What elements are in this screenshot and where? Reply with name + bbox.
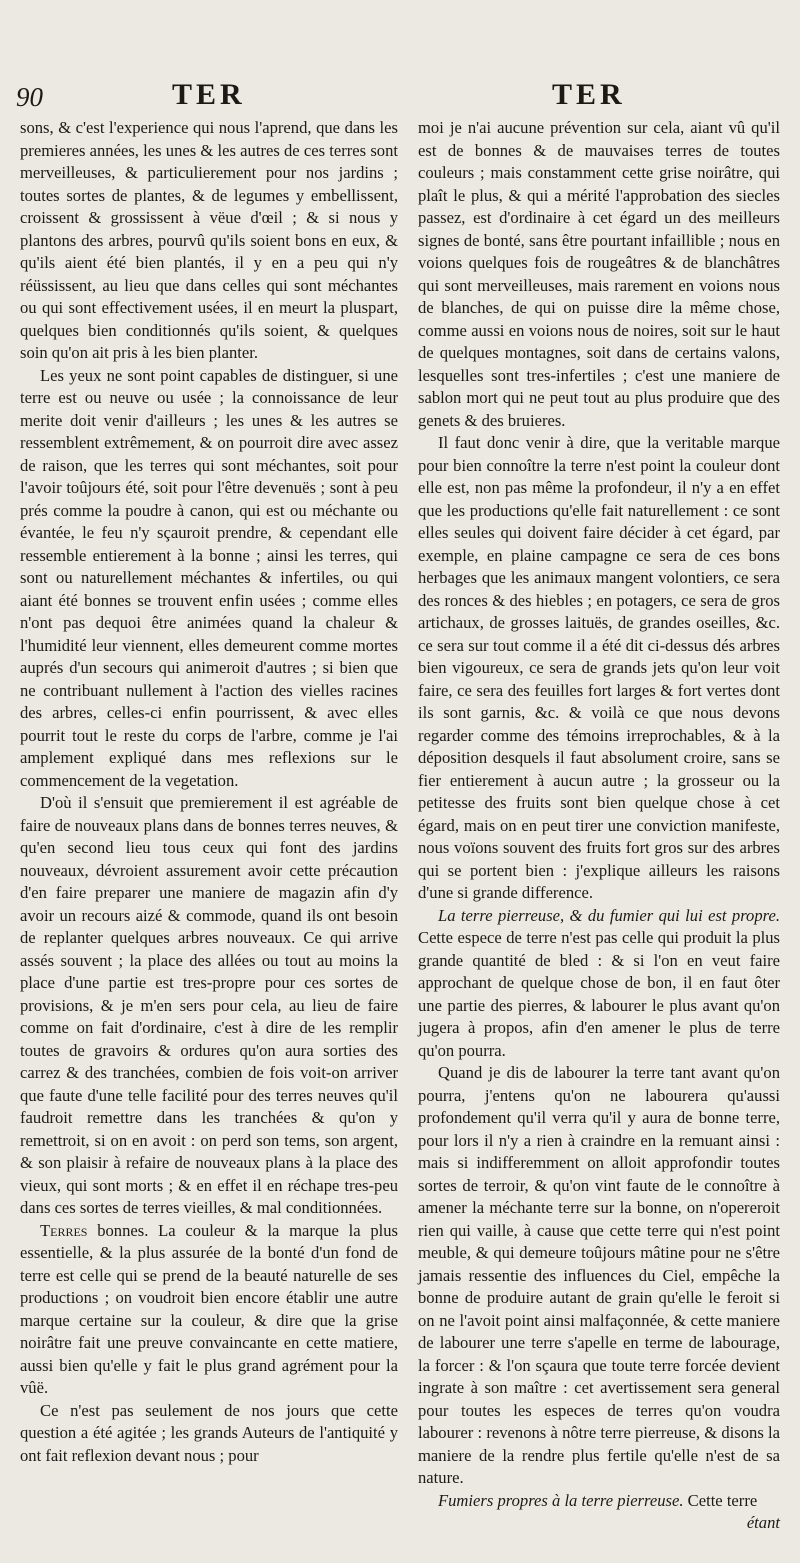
section-heading-terre-pierreuse: La terre pierreuse, & du fumier qui lui est propre. (438, 905, 780, 925)
left-column (20, 117, 398, 1467)
right-paragraph-5 (418, 1490, 780, 1513)
left-paragraph-4-text: bonnes. La couleur & la marque la plus essentielle, & la plus assurée de la bonté d'un fond de terre est celle qui se prend de la beauté naturelle de ses productions ; on voudroit bien encore établir une autre marque certaine sur la couleur, & dire que la grise noirâtre fait une preuve convaincante en cette matiere, aussi bien qu'elle y fait le plus grand agrément pour la vûë. (20, 1220, 398, 1397)
left-paragraph-1: sons, & c'est l'experience qui nous l'aprend, que dans les premieres années, les unes & les autres de ces terres sont merveilleuses, & particulierement pour nos jardins ; toutes sortes de plantes, & de legumes y embellissent, croissent & grossissent à vëue d'œil ; & si nous y plantons des arbres, pourvû qu'ils soient bons en eux, & qu'ils aient été bien plantés, il y en a peu qui n'y réüssissent, au lieu que dans celles qui sont méchantes ou qui sont effectivement usées, il en meurt la pluspart, quelques bien conditionnés qu'ils soient, & quelques soin qu'on ait pris à les bien planter. (20, 118, 398, 362)
right-paragraph-5-text: Cette terre (683, 1490, 758, 1510)
right-paragraph-1: moi je n'ai aucune prévention sur cela, aiant vû qu'il est de bonnes & de mauvaises terres de toutes couleurs ; mais constamment cette grise noirâtre, qui plaît le plus, & qui a mérité l'approbation des siecles passez, est d'ordinaire à cet égard un des meilleurs signes de bonté, sans être pourtant infaillible ; nous en voions quelques fois de rougeâtres & de blanchâtres qui sont merveilleuses, mais rarement en voions nous de blanches, de qui on puisse dire la même chose, comme aussi en voions nous de noires, soit sur le haut de quelques montagnes, soit dans de certains valons, lesquelles sont tres-infertiles ; c'est une maniere de sablon mort qui ne peut tout au plus produire que des genets & des bruieres. (418, 118, 780, 430)
right-paragraph-3 (418, 905, 780, 1063)
right-paragraph-4: Quand je dis de labourer la terre tant avant qu'on pourra, j'entens qu'on ne labourera qu'aussi profondement qu'il verra qu'il y aura de bonne terre, pour lors il n'y a rien à craindre en la remuant ainsi : mais si indifferemment on alloit approfondir toutes sortes de terroir, & qu'on vint faute de le connoître à amener la méchante terre sur la bonne, on n'opereroit rien qui vaille, à cause que cette terre qui n'est point meuble, & qui demeure toûjours mâtine pour ne s'être jamais ressentie des influences du Ciel, empêche la bonne de produire autant de grain qu'elle le feroit si on ne l'avoit point ainsi malfaçonnée, & cette maniere de labourer une terre s'apelle en terme de labourage, la forcer : & l'on sçaura que toute terre forcée devient ingrate à son maître : cet avertissement sera general pour toutes les especes de terres qu'on voudra labourer : revenons à nôtre terre pierreuse, & disons la maniere de la rendre plus fertile qu'elle n'est de sa nature. (418, 1063, 780, 1487)
left-paragraph-2: Les yeux ne sont point capables de distinguer, si une terre est ou neuve ou usée ; la connoissance de leur merite doit venir d'ailleurs ; les unes & les autres se ressemblent extrêmement, & on pourroit dire avec assez de raison, que les terres qui sont méchantes, soit pour l'avoir toûjours été, soit pour l'être devenuës ; sont à peu prés comme la poudre à canon, qui est ou méchante ou évantée, le feu n'y sçauroit prendre, & cependant elle ressemble entierement à la bonne ; ainsi les terres, qui sont ou naturellement méchantes & infertiles, ou qui aiant été bonnes se trouvent enfin usées ; comme elles n'ont pas dequoi être animées quand la chaleur & l'humidité leur viennent, elles demeurent comme mortes auprés d'un secours qui animeroit d'autres ; si bien que ne contribuant nullement à l'action des vielles racines des arbres, celles-ci enfin pourrissent, & avec elles pourrit tout le reste du corps de l'arbre, comme je l'ai amplement expliqué dans mes reflexions sur le commencement de la vegetation. (20, 365, 398, 790)
right-paragraph-2: Il faut donc venir à dire, que la veritable marque pour bien connoître la terre n'est point la couleur dont elle est, non pas même la profondeur, il n'y a en effet que les productions qu'elle fait naturellement : ce sont elles seules qui doivent faire décider à cet égard, par exemple, en plaine campagne ce sera de ces bons herbages que les animaux mangent volontiers, ce sera des ronces & des hiebles ; en potagers, ce sera de gros artichaux, de grosses laituës, de grandes oseilles, &c. ce sera sur tout comme il a été dit ci-dessus dés arbres bien vigoureux, ce sera de grands jets qu'on leur voit faire, ce sera des feuilles fort larges & fort vertes dont ils sont garnis, &c. & voilà ce que nous devons regarder comme des témoins irreprochables, & à la déposition desquels il faut absolument croire, sans se fier entierement à aucun autre ; la grosseur ou la petitesse des fruits sont bien quelque chose à cet égard, mais on en peut tirer une conviction manifeste, nous voïons souvent des fruits fort gros sur des arbres qui se portent bien : j'explique ailleurs les raisons d'une si grande difference. (418, 433, 780, 902)
left-paragraph-3: D'où il s'ensuit que premierement il est agréable de faire de nouveaux plans dans de bonnes terres neuves, & qu'en second lieu tous ceux qui font des jardins nouveaux, dévroient assurement avoir cette précaution d'en faire preparer une maniere de magazin afin d'y avoir un recours aizé & commode, quand ils ont besoin de replanter quelques arbres nouveaux. Ce qui arrive assés souvent ; la place des allées ou tout au moins la place d'une partie est tres-propre pour ces sortes de provisions, & je m'en sers pour cela, au lieu de faire comme on fait d'ordinaire, c'est à dire de les remplir toutes de gravoirs & ordures qu'on aura sorties des carrez & des tranchées, combien de fois voit-on arriver que faute d'une telle facilité pour des terres neuves qu'il faudroit remettre dans les tranchées & qu'on y remettroit, si on en avoit : on perd son tems, son argent, & son plaisir à refaire de nouveaux plans à la place des vieux, qui sont morts ; & en effet il en réchape tres-peu dans ces sortes de terres vieilles, & mal conditionnées. (20, 793, 398, 1217)
section-heading-terres: Terres (40, 1220, 88, 1240)
left-paragraph-4 (20, 1220, 398, 1400)
page-number: 90 (16, 82, 43, 112)
right-column (418, 117, 780, 1535)
right-paragraph-3-text: Cette espece de terre n'est pas celle qui produit la plus grande quantité de bled : & si l'on en veut faire approchant de quelque chose de bon, il en faut ôter une partie des pierres, & labourer le plus avant qu'on jugera à propos, afin d'en amener le plus de terre qu'on pourra. (418, 928, 780, 1060)
running-head-right: TER (552, 78, 626, 111)
section-heading-fumiers: Fumiers propres à la terre pierreuse. (438, 1490, 684, 1510)
catchword: étant (746, 1513, 780, 1532)
running-head-left: TER (172, 78, 246, 111)
left-paragraph-5: Ce n'est pas seulement de nos jours que cette question a été agitée ; les grands Auteurs de l'antiquité y ont fait reflexion devant nous ; pour (20, 1400, 398, 1465)
